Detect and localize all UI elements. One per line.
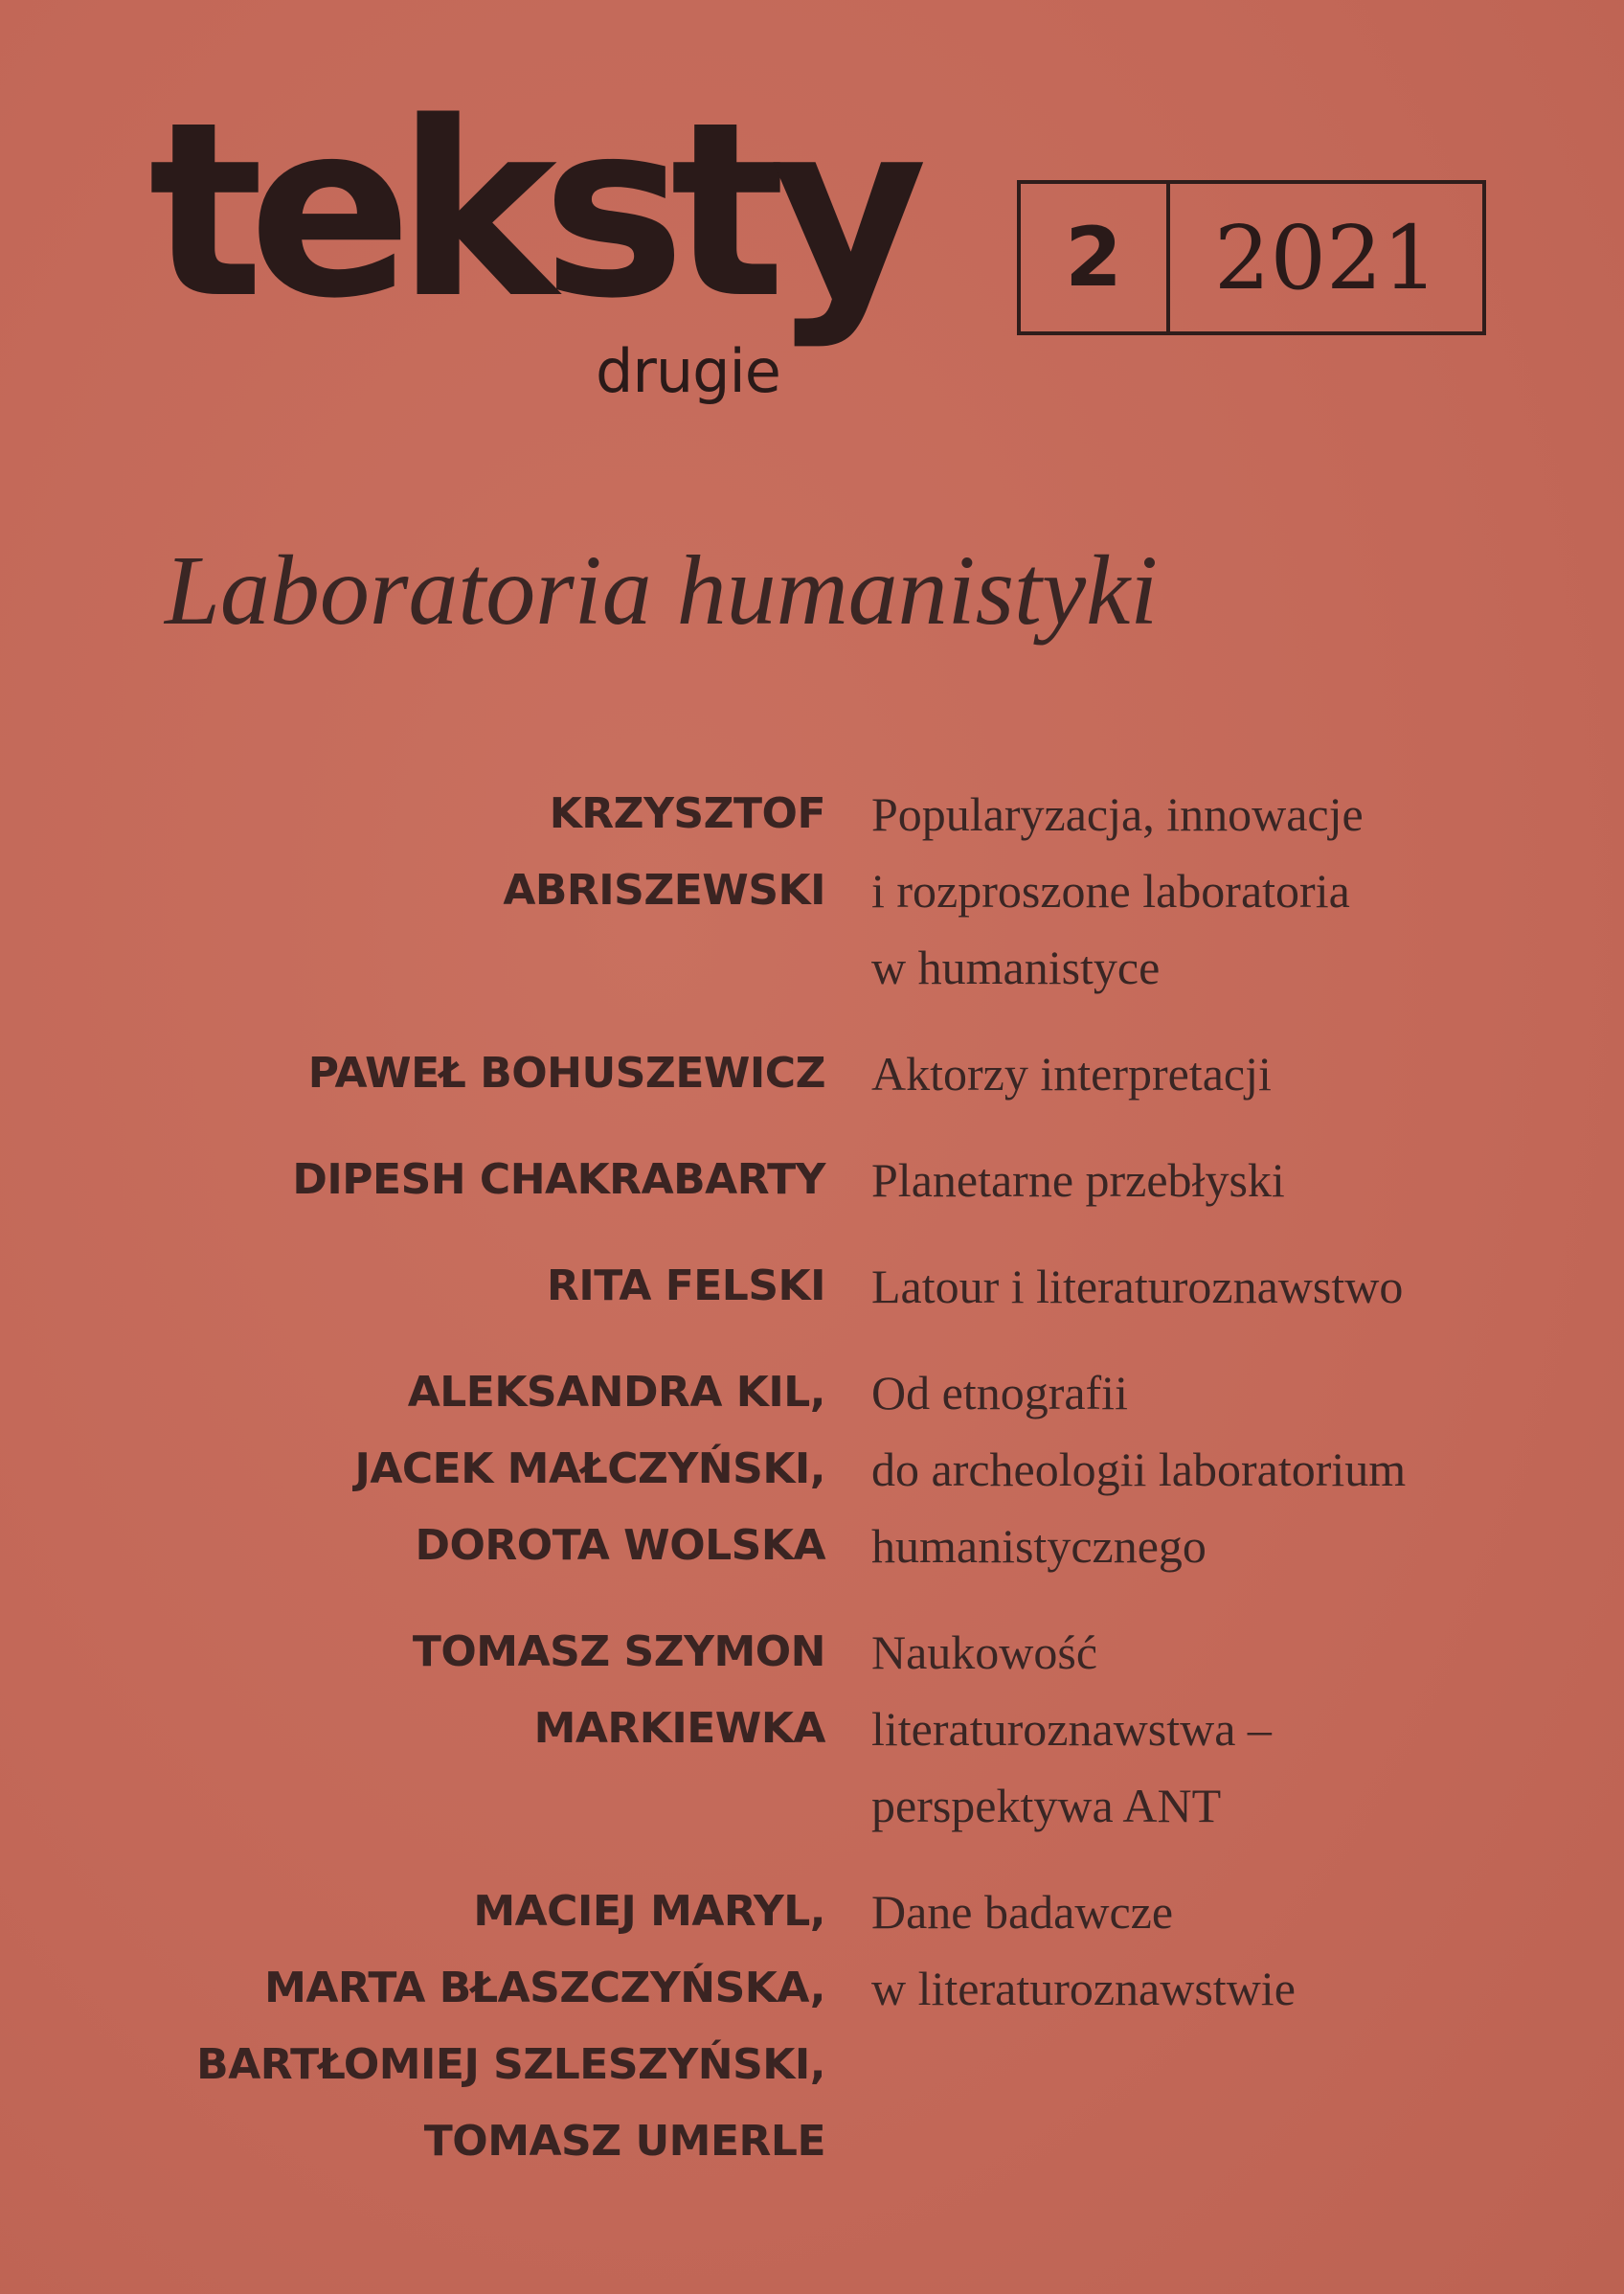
toc-entry	[144, 1874, 1522, 2180]
toc-entry	[144, 1248, 1522, 1325]
toc-article-title: Planetarne przebłyski	[871, 1153, 1285, 1207]
toc-authors: PAWEŁ BOHUSZEWICZ	[307, 1049, 825, 1098]
toc-entry	[144, 1035, 1522, 1112]
toc-authors: DIPESH CHAKRABARTY	[292, 1155, 825, 1204]
toc-article-title: Naukowość literaturoznawstwa – perspektywa ANT	[871, 1625, 1272, 1832]
toc-entry	[144, 1142, 1522, 1218]
table-of-contents	[144, 776, 1522, 2210]
toc-article-title: Dane badawcze w literaturoznawstwie	[871, 1885, 1296, 2015]
toc-authors: MACIEJ MARYL, MARTA BŁASZCZYŃSKA, BARTŁOMIEJ SZLESZYŃSKI, TOMASZ UMERLE	[196, 1887, 825, 2166]
issue-title: Laboratoria humanistyki	[165, 535, 1159, 646]
issue-number: 2	[1021, 184, 1170, 331]
toc-entry	[144, 1614, 1522, 1844]
logo-word: teksty	[148, 71, 913, 352]
toc-authors: KRZYSZTOF ABRISZEWSKI	[503, 789, 825, 915]
toc-authors: TOMASZ SZYMON MARKIEWKA	[412, 1627, 825, 1753]
toc-article-title: Latour i literaturoznawstwo	[871, 1260, 1404, 1313]
logo-subtitle: drugie	[596, 336, 780, 406]
issue-year: 2021	[1213, 206, 1439, 309]
toc-article-title: Od etnografii do archeologii laboratorium humanistycznego	[871, 1366, 1407, 1573]
toc-authors: RITA FELSKI	[546, 1261, 825, 1310]
toc-entry	[144, 776, 1522, 1006]
issue-box	[1017, 180, 1486, 335]
masthead-logo	[148, 71, 962, 436]
toc-article-title: Aktorzy interpretacji	[871, 1047, 1272, 1101]
toc-entry	[144, 1354, 1522, 1584]
toc-article-title: Popularyzacja, innowacje i rozproszone laboratoria w humanistyce	[871, 787, 1364, 994]
toc-authors: ALEKSANDRA KIL, JACEK MAŁCZYŃSKI, DOROTA WOLSKA	[354, 1368, 825, 1570]
